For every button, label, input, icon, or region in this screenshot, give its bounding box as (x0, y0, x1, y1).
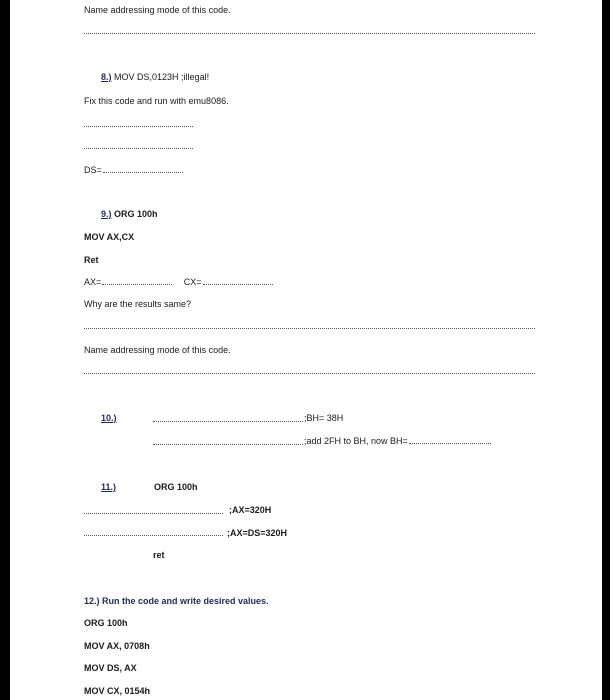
code-line: ORG 100h (84, 618, 128, 628)
question-10-number: 10.) (101, 413, 117, 423)
scan-left-edge (0, 0, 10, 700)
question-10-comment-2-row (304, 435, 492, 447)
answer-line (203, 284, 273, 285)
question-11-number: 11.) (101, 482, 117, 492)
question-8-code: MOV DS,0123H ;illegal! (114, 72, 210, 82)
question-8 (101, 71, 209, 83)
code-line: MOV DS, AX (84, 663, 137, 673)
question-9-ret: Ret (84, 255, 99, 265)
answer-line (409, 443, 491, 444)
question-10-comment-1: ;BH= 38H (304, 413, 344, 423)
answer-line (153, 444, 303, 445)
question-9-name-addressing-mode: Name addressing mode of this code. (84, 345, 231, 355)
answer-line (84, 126, 193, 127)
question-11-org: ORG 100h (154, 482, 198, 492)
question-12-title: 12.) Run the code and write desired values. (84, 596, 269, 606)
question-9-org: ORG 100h (114, 209, 158, 219)
answer-line (84, 513, 223, 514)
answer-line (84, 373, 535, 374)
question-11-comment-2: ;AX=DS=320H (227, 528, 288, 538)
question-11-ret: ret (153, 550, 165, 560)
answer-line (102, 284, 172, 285)
question-9-number: 9.) (101, 209, 112, 219)
answer-line (84, 33, 535, 34)
question-9-mov: MOV AX,CX (84, 232, 135, 242)
answer-line (84, 535, 223, 536)
cx-label: CX= (183, 277, 202, 287)
answer-line (84, 328, 535, 329)
question-8-instruction: Fix this code and run with emu8086. (84, 96, 229, 106)
code-line: MOV AX, 0708h (84, 641, 150, 651)
ds-label: DS= (84, 165, 102, 175)
question-9 (101, 208, 158, 220)
question-9-register-answers (84, 276, 274, 288)
question-8-ds-answer (84, 164, 184, 176)
code-line: MOV CX, 0154h (84, 686, 151, 696)
answer-line (153, 421, 303, 422)
question-9-why: Why are the results same? (84, 299, 192, 309)
scan-right-edge (602, 0, 610, 700)
answer-line (103, 172, 183, 173)
question-11-comment-1: ;AX=320H (229, 505, 272, 515)
answer-line (84, 148, 193, 149)
ax-label: AX= (84, 277, 102, 287)
question-10-comment-2: ;add 2FH to BH, now BH= (304, 436, 408, 446)
question-name-addressing-mode-top: Name addressing mode of this code. (84, 5, 231, 15)
question-8-number: 8.) (101, 72, 112, 82)
